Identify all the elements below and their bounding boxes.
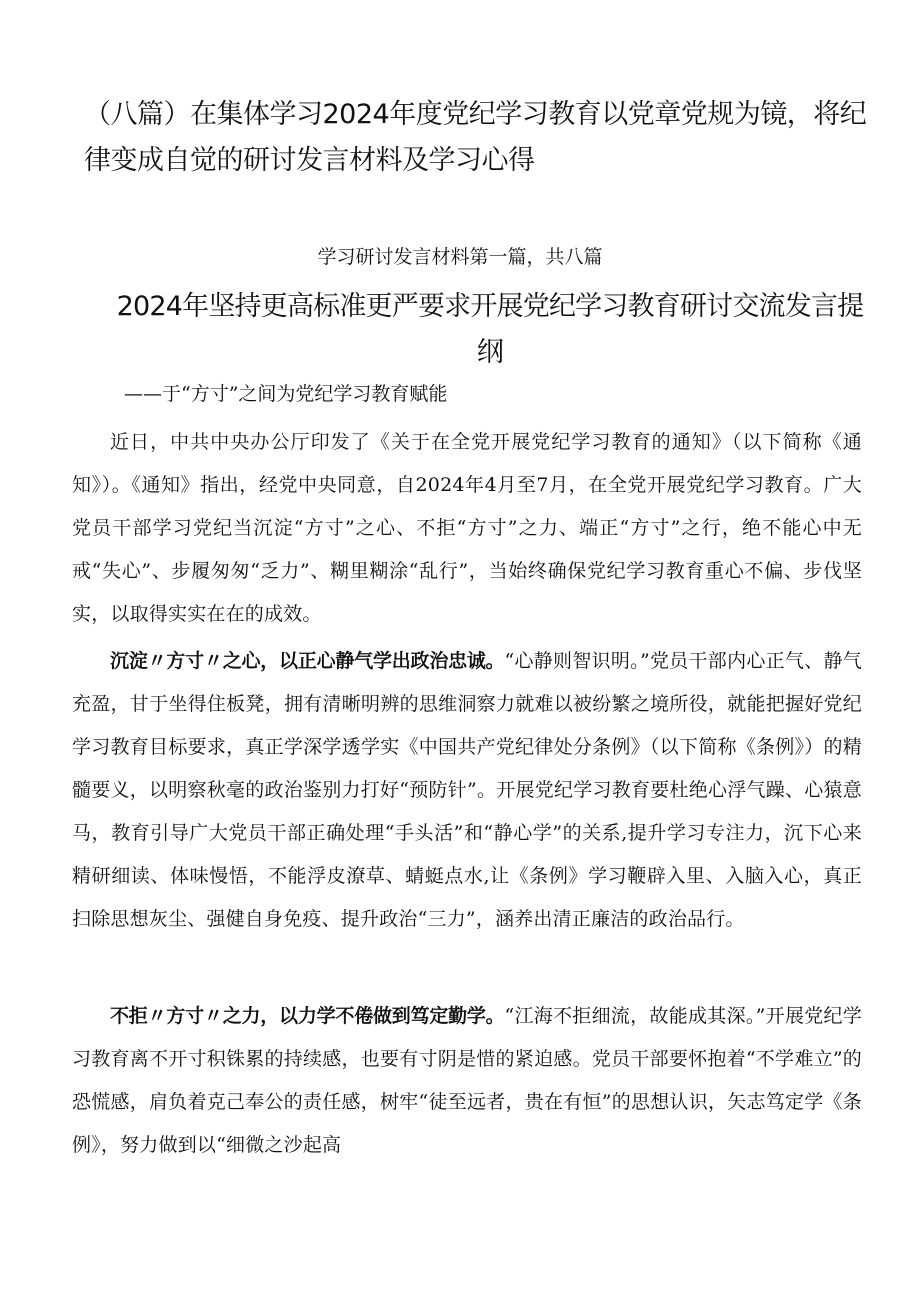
paragraph-lead: 不拒〃方寸〃之力，以力学不倦做到笃定勤学。 <box>110 1005 505 1027</box>
paragraph-lead: 沉淀〃方寸〃之心，以正心静气学出政治忠诚。 <box>110 650 505 672</box>
paragraph-text: 近日，中共中央办公厅印发了《关于在全党开展党纪学习教育的通知》（以下简称《通知》）。《通知》指出，经党中央同意，自2024年4月至7月，在全党开展党纪学习教育。广大党员干部学习党纪当沉淀“方寸”之心、不拒“方寸”之力、端正“方寸”之行，绝不能心中无戒“失心”、步履匆匆“乏力”、糊里糊涂“乱行”，当始终确保党纪学习教育重心不偏、步伐坚实，以取得实实在在的成效。 <box>72 431 862 625</box>
body-paragraph-2 <box>72 640 862 941</box>
series-label: 学习研讨发言材料第一篇，共八篇 <box>317 246 603 268</box>
article-title: 2024年坚持更高标准更严要求开展党纪学习教育研讨交流发言提纲 <box>116 291 864 368</box>
document-title: （八篇）在集体学习2024年度党纪学习教育以党章党规为镜，将纪律变成自觉的研讨发言材料及学习心得 <box>84 99 867 176</box>
body-paragraph-1 <box>72 421 862 636</box>
article-subtitle: ——于“方寸”之间为党纪学习教育赋能 <box>124 383 448 405</box>
paragraph-text: “心静则智识明。”党员干部内心正气、静气充盈，甘于坐得住板凳，拥有清晰明辨的思维洞察力就难以被纷繁之境所役，就能把握好党纪学习教育目标要求，真正学深学透学实《中国共产党纪律处分条例》（以下简称《条例》）的精髓要义，以明察秋毫的政治鉴别力打好“预防针”。开展党纪学习教育要杜绝心浮气躁、心猿意马，教育引导广大党员干部正确处理“手头活”和“静心学”的关系,提升学习专注力，沉下心来精研细读、体味慢悟，不能浮皮潦草、蜻蜓点水,让《条例》学习鞭辟入里、入脑入心，真正扫除思想灰尘、强健自身免疫、提升政治“三力”，涵养出清正廉洁的政治品行。 <box>72 650 862 930</box>
paragraph-text: “江海不拒细流，故能成其深。”开展党纪学习教育离不开寸积铢累的持续感，也要有寸阴是惜的紧迫感。党员干部要怀抱着“不学难立”的恐慌感，肩负着克己奉公的责任感，树牢“徒至远者，贵在有恒”的思想认识，矢志笃定学《条例》，努力做到以“细微之沙起高 <box>72 1005 862 1156</box>
body-paragraph-3 <box>72 995 862 1167</box>
